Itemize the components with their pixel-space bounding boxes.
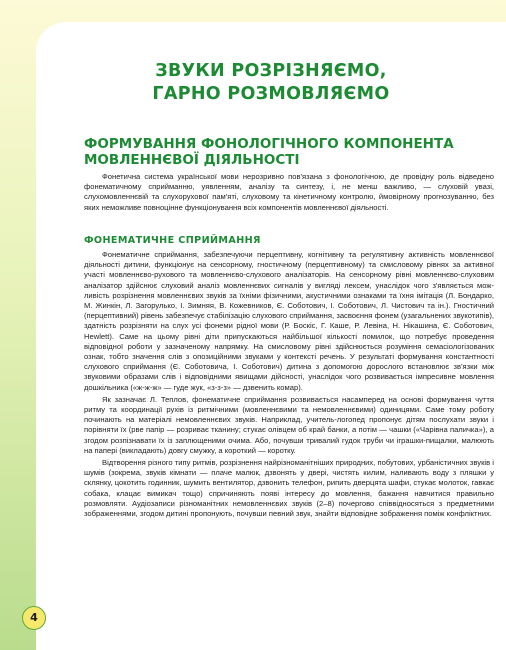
body-text [84,250,494,519]
page-number-badge: 4 [22,606,46,630]
section-title-line-2: МОВЛЕННЄВОЇ ДІЯЛЬНОСТІ [84,152,300,168]
page-sheet [36,22,506,650]
main-title [36,60,506,106]
main-title-line-1: ЗВУКИ РОЗРІЗНЯЄМО, [155,61,387,81]
paragraph-1: Фонематичне сприймання, забезпечуючи перцептивну, когнітивну та регулятивну активність мовленнєвої діяльності дитини, функціонує на сенсорному, гностичному (перцептивному) та смисловому рівнях за активної участі мовленнєво-рухового та мовленнєво-слухового аналізаторів. На сенсорному рівні мовленнєво-слуховим аналізатор здійснює слуховий аналіз мовленнєвих сигналів у вигляді лексем, унаслідок чого з'являється можливість розрізнення мовленнєвих звуків за їхніми фізичними, акустичними ознаками та їхня імітація (Л. Бондарко, М. Жинкін, Л. Загорулько, І. Зимняя, В. Кожевников, Є. Соботович, І. Соботович, Л. Чистович та ін.). Гностичний (перцептивний) рівень забезпечує стабілізацію слухового сприймання, засвоєння фонем (узагальнених звукотипів), здатність розрізняти на слух усі фонеми рідної мови (Р. Боскіс, Г. Каше, Р. Левіна, Н. Нікашина, Є. Соботович, Hewlett). Саме на цьому рівні діти припускаються найбільшої кількості помилок, що потребує проведення відповідної роботи у зазначеному напрямку. На смисловому рівні здійснюється розуміння семасіологізованих ознак, тобто значення слів з опозиційними звуками у контексті речень. У результаті формування константності слухового сприймання (Є. Соботовича, І. Соботович) дитина з допомогою дорослого встановлює зв'язки між звуковими образами слів і відповідними явищами дійсності, унаслідок чого розвивається імпресивне мовлення дошкільника («ж-ж-ж» — гуде жук, «з-з-з» — дзвенить комар). [84,250,494,392]
intro-block [84,172,494,213]
paragraph-2: Як зазначає Л. Теплов, фонематичне сприймання розвивається насамперед на основі формування чуття ритму та координації рухів із ритмічними (мовленнєвими та немовленнєвими) одиницями. Саме тому роботу починають на матеріалі немовленнєвих звуків. Наприклад, учитель-логопед пропонує дітям послухати звуки і порівняти їх (рве папір — розриває тканину; стукає олівцем об край банки, а потім — чашки («Чарівна паличка»), а згодом розпізнавати їх із заплющеними очима. Або, почувши тривалий гудок труби чи іграшки-пищалки, малюють на папері (викладають) довгу смужку, а короткий — коротку. [84,394,494,455]
main-title-line-2: ГАРНО РОЗМОВЛЯЄМО [152,84,390,104]
section-title [84,136,494,168]
subheading: ФОНЕМАТИЧНЕ СПРИЙМАННЯ [84,235,261,246]
paragraph-3: Відтворення різного типу ритмів, розрізнення найрізноманітніших природних, побутових, урбаністичних звуків і шумів (зокрема, звуків кімнати — плаче малюк, дзвонять у двері, чистять килим, наливають воду з пляшки у склянку, цокотить годинник, шумить вентилятор, дзвонить телефон, рипить дверцята шафи, стукає молоток, гавкає собака, клацає вимикач тощо) спричиняють появі інтересу до мовлення, бажання навчитися правильно розмовляти. Аудіозаписи різноманітних немовленнєвих звуків (2–8) почергово співвідносяться з предметними зображеннями, згодом дитині пропонують, почувши певний звук, знайти відповідне зображення поміж конфліктних. [84,458,494,519]
section-title-line-1: ФОРМУВАННЯ ФОНОЛОГІЧНОГО КОМПОНЕНТА [84,136,454,152]
intro-paragraph: Фонетична система української мови нерозривно пов'язана з фонологічною, де провідну роль відведено фонематичному сприйманню, уявленням, аналізу та синтезу, і, не менш важливо, — слуховій увазі, слухомовленнєвій та слухорухової пам'яті, слуховому та кінетичному контролю, ймовірному прогнозуванню, без яких неможливе повноцінне функціонування всіх компонентів мовленнєвої діяльності. [84,172,494,212]
